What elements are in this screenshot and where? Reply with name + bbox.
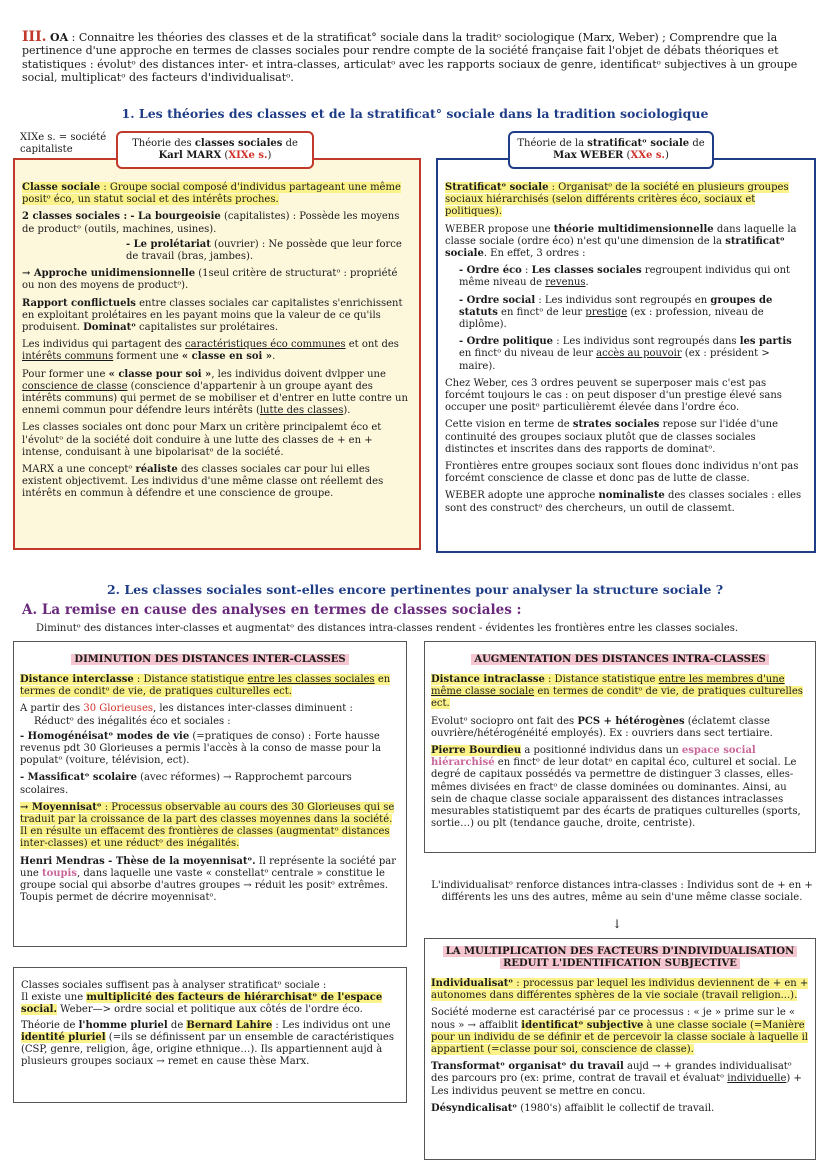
unidimensional-term: → Approche unidimensionnelle [22,268,196,280]
p5d: . [272,351,276,363]
marx-label-mid: de [282,138,298,149]
marx-p8 [22,464,412,501]
intra-classes-title: AUGMENTATION DES DISTANCES INTRA-CLASSES [471,654,768,665]
inter-b3 [20,802,400,851]
w-p4b: repose sur l'idée d'une continuité des groupes sociaux plutôt que de classes sociales distinctes et inscrites dans des rapports de dominatᵒ. [445,419,778,455]
weber-label-pre: Théorie de la [517,138,588,149]
o1a: : [521,265,532,277]
lahire-p1-2 [21,980,399,1017]
proletariat-term: - Le prolétariat [126,238,211,250]
inter-classes-box [13,641,407,947]
i-p2b: , les distances inter-classes diminuent : [153,703,353,715]
stratification-def: : Organisatᵒ de la société en plusieurs groupes sociaux hiérarchisés (selon différents critères éco, sociaux et politiques). [445,182,789,218]
side-note: XIXe s. = société capitaliste [20,132,107,155]
p5a: Les individus qui partagent des [22,339,186,351]
l-p3a: Théorie de [21,1019,79,1031]
marx-century: XIXe s. [228,150,268,162]
weber-theory-box [436,158,816,553]
order-politique [445,336,807,373]
lahire-name: Bernard Lahire [186,1019,273,1031]
i-p1u: entre les classes sociales [247,674,375,685]
i-p1b: en termes de conditᵒ de vie, de pratiques culturelles ect. [20,674,391,698]
o2c: (ex : profession, niveau de diplôme). [459,306,764,331]
intra-classes-box [424,641,816,853]
subsection-a-title: A. La remise en cause des analyses en termes de classes sociales : [22,602,522,618]
multiplication-title2: REDUIT L'IDENTIFICATION SUBJECTIVE [500,958,740,969]
weber-p4 [445,419,807,456]
transformation-term: Transformatᵒ organisatᵒ du travail [431,1061,624,1073]
pcs-term: PCS + hétérogènes [577,715,685,727]
subsection-a-note: Diminutᵒ des distances inter-classes et augmentatᵒ des distances intra-classes rendent - évidentes les frontières entre les classes sociales. [36,623,739,634]
classe-sociale-def: : Groupe social composé d'individus partageant une même positᵒ éco, un statut social et des intérêts proches. [22,182,401,206]
intra-p1 [431,674,809,711]
intra-p2 [431,716,809,740]
o1u: revenus [545,277,586,289]
inter-b1 [20,731,400,768]
strat-term2: stratificatᵒ sociale [445,235,785,260]
p6u: conscience de classe [22,380,128,392]
lahire-p3 [21,1020,399,1069]
o2u: prestige [585,306,628,318]
marx-label-bold: classes sociales [194,138,283,149]
l-p3c: : Les individus ont une [272,1019,391,1031]
intro-text: : Connaitre les théories des classes et de la stratificat° sociale dans la traditᵒ sociologique (Marx, Weber) ; Comprendre que la pertinence d'une approche en termes de classes sociales pour rendre compte de la société française fait l'objet de débats théoriques et statistiques : évolutᵒ des distances inter- et intra-classes, articulatᵒ avec les rapports sociaux de genre, identificatᵒ subjectives à un groupe social, multiplicatᵒ des facteurs d'individualisatᵒ. [22,31,798,85]
o3u: accès au pouvoir [596,348,682,360]
weber-p5: Frontières entre groupes sociaux sont floues donc individus n'ont pas forcémt conscience de classe et donc pas de lutte de classe. [445,461,799,485]
homme-pluriel-term: l'homme pluriel [78,1019,168,1031]
m-p3b: ) + Les individus peuvent se mettre en concu. [431,1073,802,1097]
distance-intra-term: Distance intraclasse [431,674,545,685]
down-arrow-icon: ↓ [612,917,623,931]
a-p1b: en termes de conditᵒ de vie, de pratiques culturelles ect. [431,686,803,710]
weber-label-mid: de [689,138,705,149]
moyennisation-term: → Moyennisatᵒ [20,801,102,813]
p5c: forment une [113,351,182,363]
o1b2: Les classes sociales [531,265,642,277]
w-p4a: Cette vision en terme de [445,419,573,431]
p5u2: intérêts communs [22,351,114,363]
p8b: des classes sociales car pour lui elles existent objectivemt. Les individus d'une même classe ont réellemt des intérêts en commun à défendre et une conscience de groupe. [22,464,384,500]
inter-classes-title: DIMINUTION DES DISTANCES INTER-CLASSES [71,654,348,665]
i-b3: : Processus observable au cours des 30 Glorieuses qui se traduit par la croissance de la part des classes moyennes dans la société. Il en résulte un effacemt des frontières de classes (augmentatᵒ distances inter-classes) et une réductᵒ des inégalités. [20,801,395,850]
w-p6a: WEBER adopte une approche [445,490,599,502]
conflict-term: Rapport conflictuels [22,297,136,309]
i-p3a: Il représente la société par une [20,855,396,879]
i-p3b: , dans laquelle une vaste « constellatᵒ centrale » constitue le groupe social qui absorbe d'autres groupes → réduit les positᵒ extrêmes. Toupis permet de décrire moyennisatᵒ. [20,867,389,904]
classe-pour-soi: « classe pour soi » [108,368,212,380]
bourdieu-name: Pierre Bourdieu [431,745,522,757]
marx-name: Karl MARX [158,150,222,162]
toupis-term: toupis [41,867,77,879]
identite-plurielle-term: identité pluriel [21,1031,106,1043]
m-p3a: aujd → + grandes individualisatᵒ des parcours pro (ex: prime, contrat de travail et évaluatᵒ [431,1061,792,1085]
l-p3d: (=ils se définissent par un ensemble de caractéristiques (CSP, genre, religion, âge, origine ethnique…). Ils appartiennent aujd à plusieurs groupes sociaux → remet en cause thèse Marx. [21,1031,394,1068]
stratification-term: Stratificatᵒ sociale [445,182,549,193]
i-p2a: A partir des [20,703,84,715]
intra-p3 [431,745,809,830]
classe-sociale-term: Classe sociale [22,182,101,193]
multidim-term: théorie multidimensionnelle [553,223,714,235]
individualisation-note: L'individualisatᵒ renforce distances intra-classes : Individus sont de + en + différents les uns des autres, même au sein d'une même classe sociale. [431,880,813,904]
marx-theory-box [13,158,421,550]
weber-label-box: Théorie de la stratificatᵒ sociale de Max WEBER (XXe s.) [508,131,714,169]
identification-term: identificatᵒ subjective [521,1019,644,1031]
weber-p2 [445,224,807,261]
marx-p7: Les classes sociales ont donc pour Marx un critère principalemt éco et l'évolutᵒ de la société doit conduire à une lutte des classes de + en + intense, conduisant à une bipolarisatᵒ de la société. [22,422,382,458]
weber-label-bold: stratificatᵒ sociale [587,138,690,149]
i-b2: (avec réformes) → Rapprochemt parcours scolaires. [20,772,352,796]
inter-b2 [20,772,400,796]
m-p3u: individuelle [727,1073,787,1085]
conflict-end: capitalistes sur prolétaires. [135,322,279,334]
a-p1a: : Distance statistique [544,674,659,685]
unidimensional-def: (1seul critère de structuratᵒ : propriété ou non des moyens de productᵒ). [22,268,398,292]
espace-social-term: espace social hiérarchisé [431,745,756,769]
a-p3b: en finctᵒ de leur dotatᵒ en capital éco, culturel et social. Le degré de capitaux possédés va permettre de distinguer 3 classes, elles-mêmes divisées en fractᵒ de classe dominées ou dominantes. Ainsi, au sein de chaque classe sociale apparaissent des distances intraclasses mesurables statistiquemt par des écarts de pratiques culturelles (sports, sortie…) ou plt (tendance gauche, droite, centriste). [431,757,801,830]
a-p1u: entre les membres d'une même classe sociale [431,674,785,698]
order-social [445,295,807,332]
inter-p1 [20,674,400,698]
m-p2b: à une classe sociale (=Manière pour un individu de se définir et de percevoir la classe sociale à laquelle il appartient (=classe pour soi, conscience de classe). [431,1019,808,1056]
o3b2: les partis [739,336,792,348]
order-social-label: - Ordre social [459,294,536,306]
m-p2a: Société moderne est caractérisé par ce processus : « je » prime sur le « nous » → affaiblit [431,1007,796,1031]
m-p4: (1980's) affaiblit le collectif de travail. [517,1102,715,1114]
l-p1: Classes sociales suffisent pas à analyser stratificatᵒ sociale : [21,980,327,991]
trente-glorieuses: 30 Glorieuses [83,703,153,715]
o2b2: groupes de statuts [459,294,773,318]
marx-p5 [22,339,412,363]
intro-paragraph [22,31,806,85]
p8a: MARX a une conceptᵒ [22,464,136,476]
order-eco-label: - Ordre éco [459,265,522,277]
mult-p2 [431,1007,809,1056]
marx-p6 [22,369,412,418]
marx-p1 [22,182,412,206]
conflict-text: entre classes sociales car capitalistes s'enrichissent en exploitant prolétaires en les payant moins que la valeur de ce qu'ils produisent. [22,297,403,334]
homogeneisation-term: - Homogénéisatᵒ modes de vie [20,730,190,742]
w-p2b: dans laquelle la classe sociale (ordre éco) n'est qu'une dimension de la [445,223,797,247]
multiplication-title1: LA MULTIPLICATION DES FACTEURS D'INDIVIDUALISATION [443,946,798,957]
p6c: (conscience d'appartenir à un groupe ayant des intérêts communs) qui permet de se mobiliser et d'entrer en lutte contre un ennemi commun pour défendre leurs intérêts ( [22,380,408,417]
section2-title: 2. Les classes sociales sont-elles encore pertinentes pour analyser la structure sociale ? [106,582,724,597]
marx-p3 [22,268,412,292]
marx-p4 [22,298,412,335]
o3b: en finctᵒ du niveau de leur [459,348,597,360]
weber-p1 [445,182,807,219]
mult-p1 [431,978,809,1002]
mendras-name: Henri Mendras [20,855,105,867]
inter-p2 [20,703,400,727]
p6a: Pour former une [22,368,109,380]
distance-inter-term: Distance interclasse [20,674,134,685]
p5b: et ont des [345,339,399,351]
a-p3a: a positionné individus dans un [521,745,682,757]
mult-p4 [431,1103,809,1115]
lahire-box [13,967,407,1103]
a-p2a: Evolutᵒ sociopro ont fait des [431,715,578,727]
w-p2a: WEBER propose une [445,223,554,235]
order-pol-label: - Ordre politique [459,336,554,348]
p6d: ). [343,405,351,417]
nominaliste-term: nominaliste [598,490,665,502]
marx-label-pre: Théorie des [132,138,195,149]
o1b: regroupent individus qui ont même niveau de [459,265,791,289]
inter-p3 [20,856,400,905]
bourgeoisie-def: (capitalistes) : Possède les moyens de productᵒ (outils, machines, usines). [22,211,400,235]
section-number: III. [22,29,47,45]
o3a: : Les individus sont regroupés dans [553,336,740,348]
classe-en-soi: « classe en soi » [181,351,273,363]
realiste-term: réaliste [135,464,178,476]
mendras-these: - Thèse de la moyennisatᵒ. [104,855,256,867]
order-eco [445,265,807,289]
o3c: (ex : président > maire). [459,348,770,372]
m-p1: : processus par lequel les individus deviennent de + en + autonomes dans différentes sphères de la vie sociale (travail religion...). [431,978,809,1002]
strates-term: strates sociales [572,419,660,431]
weber-p6 [445,490,807,514]
marx-label-box: Théorie des classes sociales de Karl MARX (XIXe s.) [116,131,314,169]
desyndicalisation-term: Désyndicalisatᵒ [431,1102,518,1114]
p5u1: caractéristiques éco communes [185,339,346,351]
i-p1a: : Distance statistique [133,674,248,685]
w-p6b: des classes sociales : elles sont des constructᵒ des chercheurs, un outil de classemt. [445,490,802,514]
multiplicite-term: multiplicité des facteurs de hiérarchisatᵒ de l'espace social. [21,992,383,1016]
p6u2: lutte des classes [259,405,344,417]
i-p2c: Réductᵒ des inégalités éco et sociales : [34,715,231,727]
bourgeoisie-term: - La bourgeoisie [130,211,221,223]
o2a: : Les individus sont regroupés en [535,294,711,306]
l-p2b: Weber—> ordre social et politique aux côtés de l'ordre éco. [56,1004,363,1016]
mult-p3 [431,1061,809,1098]
section1-title: 1. Les théories des classes et de la stratificat° sociale dans la tradition sociologique [121,106,709,121]
marx-p2b [22,239,412,263]
weber-name: Max WEBER [553,150,624,162]
multiplication-box [424,938,816,1160]
weber-p3: Chez Weber, ces 3 ordres peuvent se superposer mais c'est pas forcémt toujours le cas : on peut disposer d'un prestige élevé sans occuper une positᵒ particulièremt élevée dans l'ordre éco. [445,377,782,414]
oa-label: OA [50,31,69,44]
o2b: en finctᵒ de leur [497,306,586,318]
l-p3b: de [167,1019,187,1031]
a-p2b: (éclatemt classe ouvrière/hétérogénéité employés). Ex : ouvriers dans sect tertiaire. [431,715,773,739]
i-b1: (=pratiques de conso) : Forte hausse revenus pdt 30 Glorieuses a permis l'accès à la conso de masse pour la populatᵒ (voiture, télévision, ect). [20,730,381,767]
proletariat-def: (ouvrier) : Ne possède que leur force de travail (bras, jambes). [126,238,402,263]
two-classes-label: 2 classes sociales : [22,211,128,223]
marx-p2 [22,211,412,235]
massification-term: - Massificatᵒ scolaire [20,772,137,784]
weber-century: XXe s. [630,150,665,162]
individualisation-term: Individualisatᵒ [431,978,514,989]
l-p2a: Il existe une [21,992,87,1004]
o1c: . [585,277,589,289]
w-p2c: . En effet, 3 ordres : [483,248,586,260]
p6b: , les individus doivent dvlpper une [211,368,386,380]
domination-term: Dominatᵒ [83,322,136,334]
